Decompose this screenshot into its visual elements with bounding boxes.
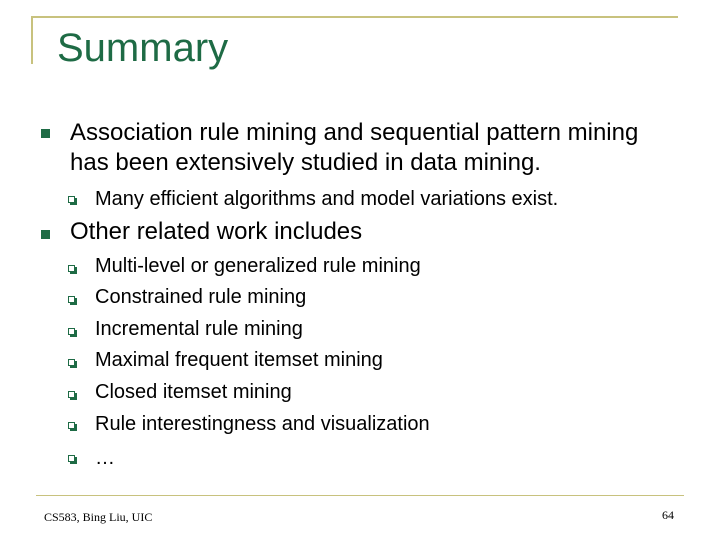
square-bullet-icon	[41, 230, 50, 239]
sub-bullet-2-7: …	[95, 447, 115, 469]
sub-bullet-2-2: Constrained rule mining	[95, 286, 307, 308]
hollow-square-bullet-icon	[68, 265, 75, 272]
sub-bullet-1-1: Many efficient algorithms and model variations exist.	[95, 188, 559, 210]
bullet-1-line-2: has been extensively studied in data mining.	[70, 149, 541, 176]
sub-bullet-2-3: Incremental rule mining	[95, 318, 303, 340]
hollow-square-bullet-icon	[68, 296, 75, 303]
footer-divider	[36, 495, 684, 496]
sub-bullet-2-4: Maximal frequent itemset mining	[95, 349, 383, 371]
hollow-square-bullet-icon	[68, 196, 75, 203]
hollow-square-bullet-icon	[68, 422, 75, 429]
frame-top-line	[31, 16, 678, 18]
hollow-square-bullet-icon	[68, 455, 75, 462]
frame-left-line	[31, 16, 33, 64]
sub-bullet-2-6: Rule interestingness and visualization	[95, 413, 430, 435]
sub-bullet-2-1: Multi-level or generalized rule mining	[95, 255, 421, 277]
hollow-square-bullet-icon	[68, 328, 75, 335]
hollow-square-bullet-icon	[68, 359, 75, 366]
square-bullet-icon	[41, 129, 50, 138]
slide-title: Summary	[57, 26, 229, 70]
page-number: 64	[662, 508, 674, 522]
footer-text: CS583, Bing Liu, UIC	[44, 510, 153, 524]
bullet-2-line-1: Other related work includes	[70, 218, 363, 245]
hollow-square-bullet-icon	[68, 391, 75, 398]
bullet-1-line-1: Association rule mining and sequential pattern mining	[70, 119, 639, 146]
sub-bullet-2-5: Closed itemset mining	[95, 381, 292, 403]
